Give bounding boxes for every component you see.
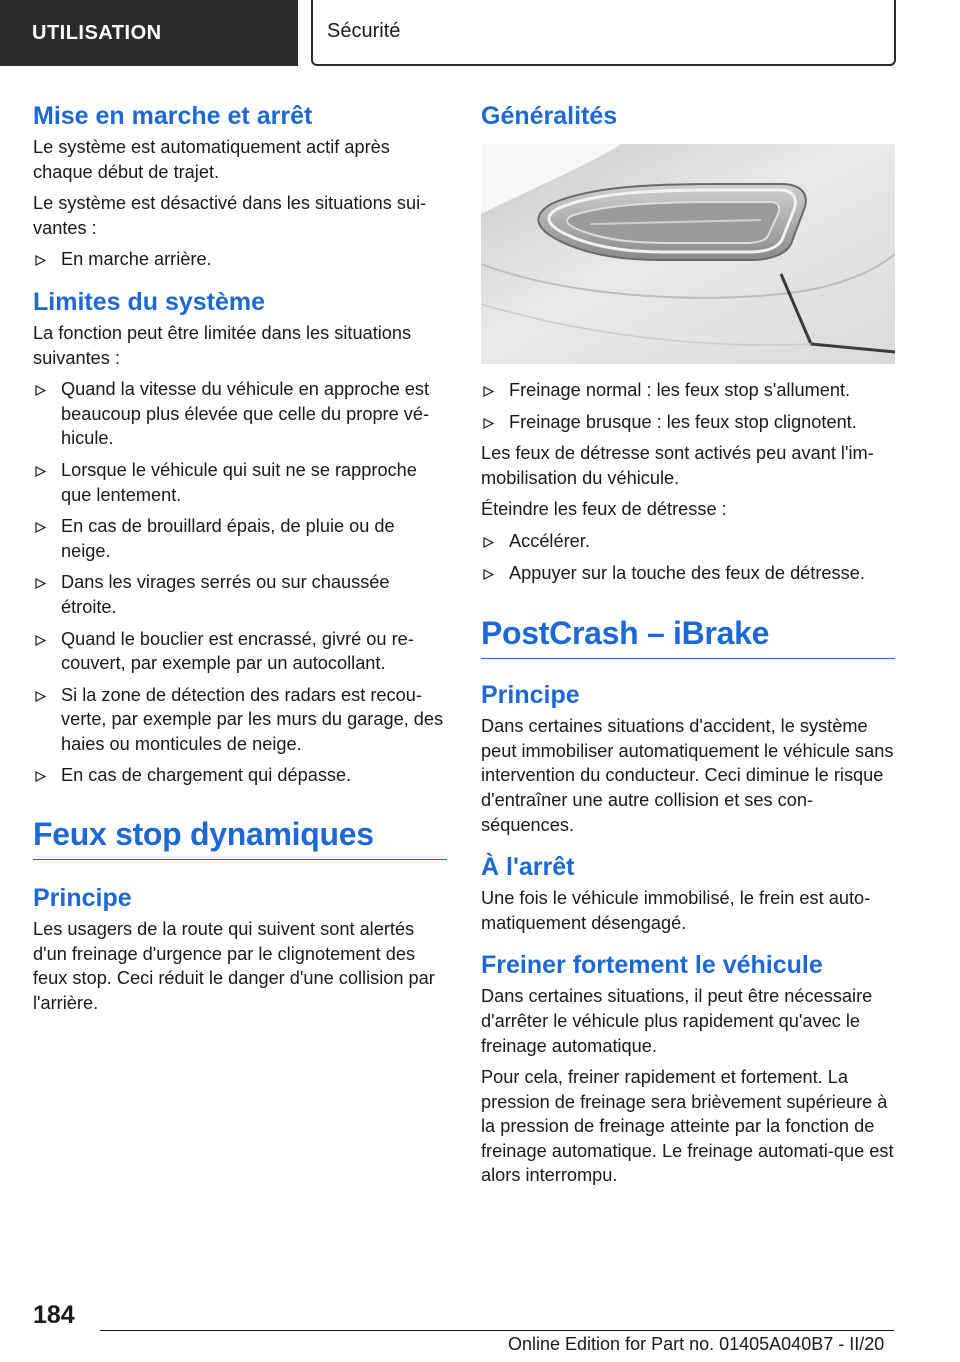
chapter-title: Sécurité [311, 0, 896, 66]
paragraph: Éteindre les feux de détresse : [481, 499, 727, 520]
footer-divider [100, 1330, 894, 1331]
rear-light-photo [481, 144, 895, 364]
section-heading-block [481, 613, 895, 659]
heading-limites: Limites du système [33, 287, 266, 316]
paragraph: Les usagers de la route qui suivent sont alertés d'un freinage d'urgence par le clignotement des feux stop. Ceci réduit le danger d'une collision par l'arrière. [33, 919, 435, 1013]
page-header [0, 0, 960, 66]
bullet-list [33, 247, 447, 272]
paragraph: Les feux de détresse sont activés peu avant l'im-mobilisation du véhicule. [481, 443, 874, 488]
heading-postcrash: PostCrash – iBrake [481, 615, 770, 652]
triangle-bullet-icon [35, 570, 49, 594]
triangle-bullet-icon [35, 458, 49, 482]
list-item: Accélérer. [481, 529, 895, 554]
triangle-bullet-icon [483, 410, 497, 434]
list-item: Dans les virages serrés ou sur chaussée étroite. [33, 570, 447, 619]
bullet-list [481, 529, 895, 585]
paragraph: Le système est désactivé dans les situations sui-vantes : [33, 193, 427, 238]
list-item: Lorsque le véhicule qui suit ne se rapproche que lentement. [33, 458, 447, 507]
bullet-list [33, 377, 447, 788]
list-item: En marche arrière. [33, 247, 447, 272]
section-heading-block [33, 814, 447, 860]
edition-note: Online Edition for Part no. 01405A040B7 - II/20 [508, 1334, 885, 1354]
paragraph: Le système est automatiquement actif après chaque début de trajet. [33, 137, 390, 182]
triangle-bullet-icon [35, 683, 49, 707]
triangle-bullet-icon [35, 627, 49, 651]
left-column [33, 100, 447, 1022]
triangle-bullet-icon [35, 247, 49, 271]
section-tab: UTILISATION [0, 0, 298, 66]
heading-generalites: Généralités [481, 102, 618, 130]
triangle-bullet-icon [483, 561, 497, 585]
list-item: Quand le bouclier est encrassé, givré ou re-couvert, par exemple par un autocollant. [33, 627, 447, 676]
list-item: En cas de chargement qui dépasse. [33, 763, 447, 788]
triangle-bullet-icon [483, 378, 497, 402]
right-column [481, 100, 895, 1195]
triangle-bullet-icon [35, 763, 49, 787]
list-item: Freinage normal : les feux stop s'allument. [481, 378, 895, 403]
heading-a-l-arret: À l'arrêt [481, 853, 575, 882]
paragraph: Dans certaines situations, il peut être nécessaire d'arrêter le véhicule plus rapidement qu'avec le freinage automatique. [481, 986, 873, 1056]
triangle-bullet-icon [483, 529, 497, 553]
heading-principe: Principe [33, 884, 132, 913]
list-item: Quand la vitesse du véhicule en approche est beaucoup plus élevée que celle du propre vé-hicule. [33, 377, 447, 451]
list-item: En cas de brouillard épais, de pluie ou de neige. [33, 514, 447, 563]
heading-freiner-fortement: Freiner fortement le véhicule [481, 951, 823, 980]
paragraph: Pour cela, freiner rapidement et fortement. La pression de freinage sera brièvement supérieure à la pression de freinage atteinte par la fonction de freinage automatique. Le freinage automati-que est alors interrompu. [481, 1067, 894, 1186]
paragraph: La fonction peut être limitée dans les situations suivantes : [33, 322, 412, 368]
heading-mise-en-marche: Mise en marche et arrêt [33, 102, 313, 130]
paragraph: Une fois le véhicule immobilisé, le frein est auto-matiquement désengagé. [481, 888, 871, 933]
triangle-bullet-icon [35, 514, 49, 538]
heading-feux-stop: Feux stop dynamiques [33, 816, 374, 853]
list-item: Appuyer sur la touche des feux de détresse. [481, 561, 895, 586]
heading-principe: Principe [481, 681, 580, 710]
list-item: Si la zone de détection des radars est recou-verte, par exemple par les murs du garage, des haies ou monticules de neige. [33, 683, 447, 757]
page-number: 184 [33, 1301, 75, 1329]
triangle-bullet-icon [35, 377, 49, 401]
bullet-list [481, 378, 895, 434]
paragraph: Dans certaines situations d'accident, le système peut immobiliser automatiquement le véhicule sans intervention du conducteur. Ceci diminue le risque d'entraîner une autre collision et ses con-séquences. [481, 716, 894, 835]
list-item: Freinage brusque : les feux stop clignotent. [481, 410, 895, 435]
